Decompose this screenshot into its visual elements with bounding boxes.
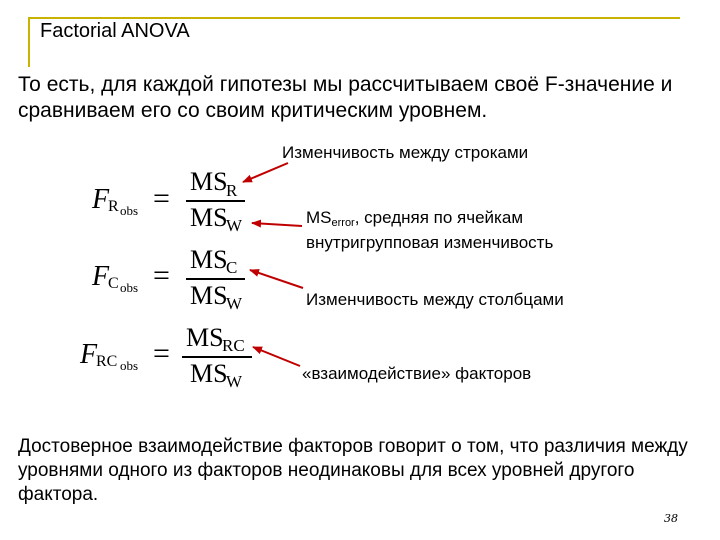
obs-sub: obs bbox=[120, 280, 139, 295]
equals-sign: = bbox=[153, 182, 170, 215]
denominator-ms: MS bbox=[190, 281, 228, 310]
error-prefix: MS bbox=[306, 208, 332, 227]
arrow-error-icon bbox=[252, 223, 302, 226]
numerator-ms: MS bbox=[190, 167, 228, 196]
denominator-sub: W bbox=[226, 372, 243, 391]
numerator-sub: C bbox=[226, 258, 238, 277]
equals-sign: = bbox=[153, 337, 170, 370]
numerator-sub: R bbox=[226, 181, 238, 200]
formula-rows bbox=[91, 167, 245, 235]
f-sub: R bbox=[108, 198, 119, 215]
denominator-ms: MS bbox=[190, 203, 228, 232]
equals-sign: = bbox=[153, 259, 170, 292]
denominator-sub: W bbox=[226, 294, 243, 313]
slide-title: Factorial ANOVA bbox=[40, 20, 190, 42]
arrow-rows-icon bbox=[243, 163, 288, 182]
arrow-cols-icon bbox=[250, 270, 303, 288]
formula-cols bbox=[91, 245, 245, 313]
label-between-cols: Изменчивость между столбцами bbox=[306, 290, 564, 309]
denominator-sub: W bbox=[226, 216, 243, 235]
f-sub: C bbox=[108, 275, 119, 292]
f-sub: RC bbox=[96, 353, 118, 370]
formula-interaction bbox=[79, 323, 252, 391]
label-interaction: «взаимодействие» факторов bbox=[302, 364, 532, 383]
page-number: 38 bbox=[664, 512, 678, 525]
numerator-ms: MS bbox=[186, 323, 224, 352]
error-subscript: error bbox=[331, 217, 355, 229]
numerator-sub: RC bbox=[222, 336, 245, 355]
label-error bbox=[306, 208, 553, 253]
intro-text: То есть, для каждой гипотезы мы рассчитываем своё F-значение и сравниваем его со своим критическим уровнем. bbox=[18, 73, 673, 122]
conclusion-text: Достоверное взаимодействие факторов говорит о том, что различия между уровнями одного из факторов неодинаковы для всех уровней другого фактора. bbox=[18, 436, 688, 505]
f-symbol: F bbox=[92, 261, 110, 292]
f-symbol: F bbox=[80, 339, 98, 370]
label-between-rows: Изменчивость между строками bbox=[282, 143, 529, 162]
error-line2: внутригрупповая изменчивость bbox=[306, 233, 554, 252]
numerator-ms: MS bbox=[190, 245, 228, 274]
denominator-ms: MS bbox=[190, 359, 228, 388]
error-suffix: , средняя по ячейкам bbox=[354, 208, 524, 227]
obs-sub: obs bbox=[120, 358, 139, 373]
f-symbol: F bbox=[92, 184, 110, 215]
arrow-interaction-icon bbox=[253, 347, 300, 366]
obs-sub: obs bbox=[120, 203, 139, 218]
